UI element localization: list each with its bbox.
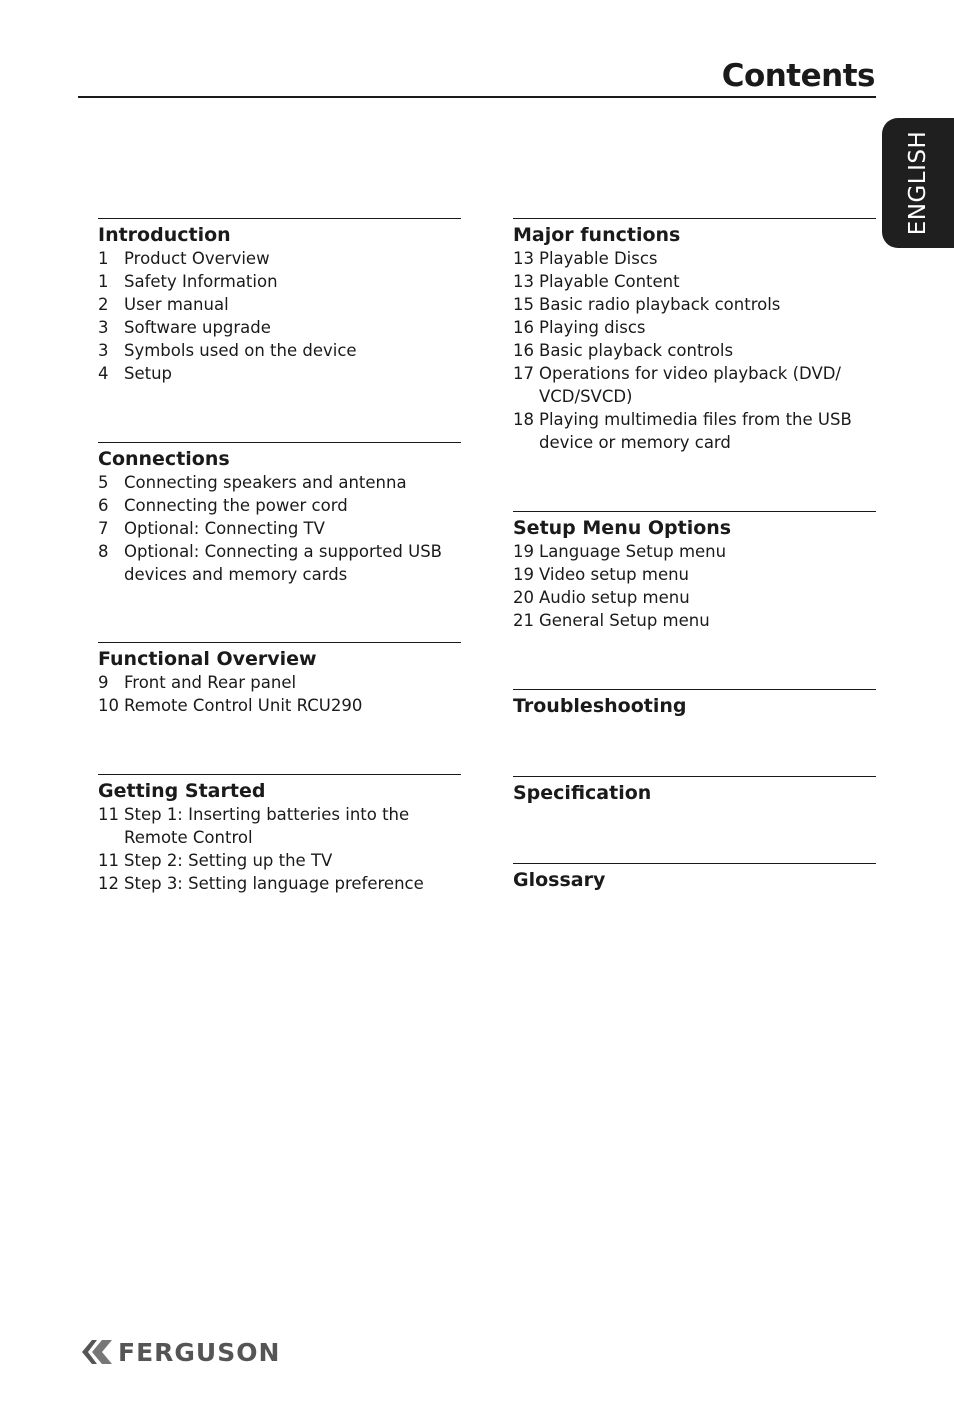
toc-section-troubleshooting [513, 689, 876, 776]
entry-page-number: 16 [513, 318, 534, 337]
toc-entry[interactable] [513, 408, 876, 454]
language-tab [882, 118, 954, 248]
toc-entry[interactable] [98, 339, 461, 362]
section-heading[interactable]: Setup Menu Options [513, 517, 732, 539]
entry-page-number: 9 [98, 673, 109, 692]
entry-page-number: 13 [513, 272, 534, 291]
toc-entry[interactable] [513, 293, 876, 316]
entry-page-number: 4 [98, 364, 109, 383]
entry-title: Step 3: Setting language preference [124, 874, 424, 893]
toc-section-glossary [513, 863, 876, 892]
language-tab-label: ENGLISH [905, 130, 931, 236]
toc-section-introduction [98, 218, 461, 442]
toc-section-connections [98, 442, 461, 642]
title-divider [78, 96, 876, 98]
entry-page-number: 10 [98, 696, 119, 715]
toc-entry[interactable] [513, 586, 876, 609]
toc-entry[interactable] [513, 316, 876, 339]
entry-page-number: 7 [98, 519, 109, 538]
toc-section-specification [513, 776, 876, 863]
entry-title: Connecting speakers and antenna [124, 473, 407, 492]
entry-title: Playable Discs [539, 249, 658, 268]
entry-title: General Setup menu [539, 611, 710, 630]
toc-entry[interactable] [98, 247, 461, 270]
toc-entry[interactable] [98, 803, 461, 849]
entry-title: Product Overview [124, 249, 270, 268]
section-heading[interactable]: Connections [98, 448, 230, 470]
section-heading[interactable]: Getting Started [98, 780, 266, 802]
entry-title: Audio setup menu [539, 588, 690, 607]
entry-title: Front and Rear panel [124, 673, 297, 692]
toc-entry[interactable] [513, 247, 876, 270]
entry-title: Setup [124, 364, 173, 383]
toc-entry[interactable] [98, 293, 461, 316]
entry-page-number: 13 [513, 249, 534, 268]
entry-page-number: 3 [98, 318, 109, 337]
entry-title: Operations for video playback (DVD/ VCD/SVCD) [539, 364, 841, 406]
toc-entry[interactable] [513, 563, 876, 586]
toc-entry[interactable] [513, 270, 876, 293]
entry-page-number: 11 [98, 805, 119, 824]
toc-right-column [513, 218, 876, 892]
entry-page-number: 1 [98, 249, 109, 268]
entry-page-number: 3 [98, 341, 109, 360]
entry-page-number: 2 [98, 295, 109, 314]
toc-section-functional-overview [98, 642, 461, 774]
toc-entry[interactable] [98, 694, 461, 717]
entry-page-number: 17 [513, 364, 534, 383]
toc-entry[interactable] [98, 671, 461, 694]
entry-title: Basic playback controls [539, 341, 734, 360]
entry-title: Video setup menu [539, 565, 690, 584]
entry-title: Step 1: Inserting batteries into the Remote Control [124, 805, 410, 847]
entry-title: Safety Information [124, 272, 278, 291]
entry-page-number: 20 [513, 588, 534, 607]
entry-title: Playable Content [539, 272, 680, 291]
entry-title: Language Setup menu [539, 542, 727, 561]
entry-title: Software upgrade [124, 318, 271, 337]
entry-page-number: 19 [513, 565, 534, 584]
brand-name: FERGUSON [118, 1337, 281, 1367]
toc-section-getting-started [98, 774, 461, 895]
entry-title: Optional: Connecting a supported USB devices and memory cards [124, 542, 442, 584]
entry-title: Basic radio playback controls [539, 295, 781, 314]
section-heading[interactable]: Specification [513, 782, 652, 804]
entry-title: Playing multimedia files from the USB device or memory card [539, 410, 852, 452]
brand-logo [80, 1337, 280, 1367]
ferguson-logo-icon [80, 1337, 114, 1367]
toc-entry[interactable] [513, 540, 876, 563]
toc-section-setup-menu-options [513, 511, 876, 689]
toc-entry[interactable] [513, 609, 876, 632]
toc-entry[interactable] [98, 494, 461, 517]
entry-page-number: 21 [513, 611, 534, 630]
entry-title: Step 2: Setting up the TV [124, 851, 333, 870]
entry-title: Symbols used on the device [124, 341, 357, 360]
entry-title: Playing discs [539, 318, 646, 337]
toc-entry[interactable] [98, 872, 461, 895]
section-heading[interactable]: Troubleshooting [513, 695, 687, 717]
section-heading[interactable]: Major functions [513, 224, 681, 246]
toc-entry[interactable] [98, 270, 461, 293]
toc-entry[interactable] [98, 362, 461, 385]
toc-entry[interactable] [98, 471, 461, 494]
toc-entry[interactable] [513, 339, 876, 362]
entry-title: Remote Control Unit RCU290 [124, 696, 363, 715]
entry-title: Optional: Connecting TV [124, 519, 325, 538]
toc-left-column [98, 218, 461, 895]
page-title: Contents [721, 58, 875, 94]
toc-entry[interactable] [513, 362, 876, 408]
entry-page-number: 8 [98, 542, 109, 561]
entry-page-number: 15 [513, 295, 534, 314]
toc-section-major-functions [513, 218, 876, 511]
entry-title: Connecting the power cord [124, 496, 348, 515]
entry-page-number: 6 [98, 496, 109, 515]
entry-page-number: 18 [513, 410, 534, 429]
section-heading[interactable]: Functional Overview [98, 648, 317, 670]
entry-title: User manual [124, 295, 229, 314]
entry-page-number: 5 [98, 473, 109, 492]
entry-page-number: 16 [513, 341, 534, 360]
toc-entry[interactable] [98, 849, 461, 872]
toc-entry[interactable] [98, 517, 461, 540]
entry-page-number: 11 [98, 851, 119, 870]
entry-page-number: 12 [98, 874, 119, 893]
section-heading[interactable]: Glossary [513, 869, 606, 891]
entry-page-number: 1 [98, 272, 109, 291]
entry-page-number: 19 [513, 542, 534, 561]
section-heading[interactable]: Introduction [98, 224, 231, 246]
toc-entry[interactable] [98, 316, 461, 339]
toc-entry[interactable] [98, 540, 461, 586]
